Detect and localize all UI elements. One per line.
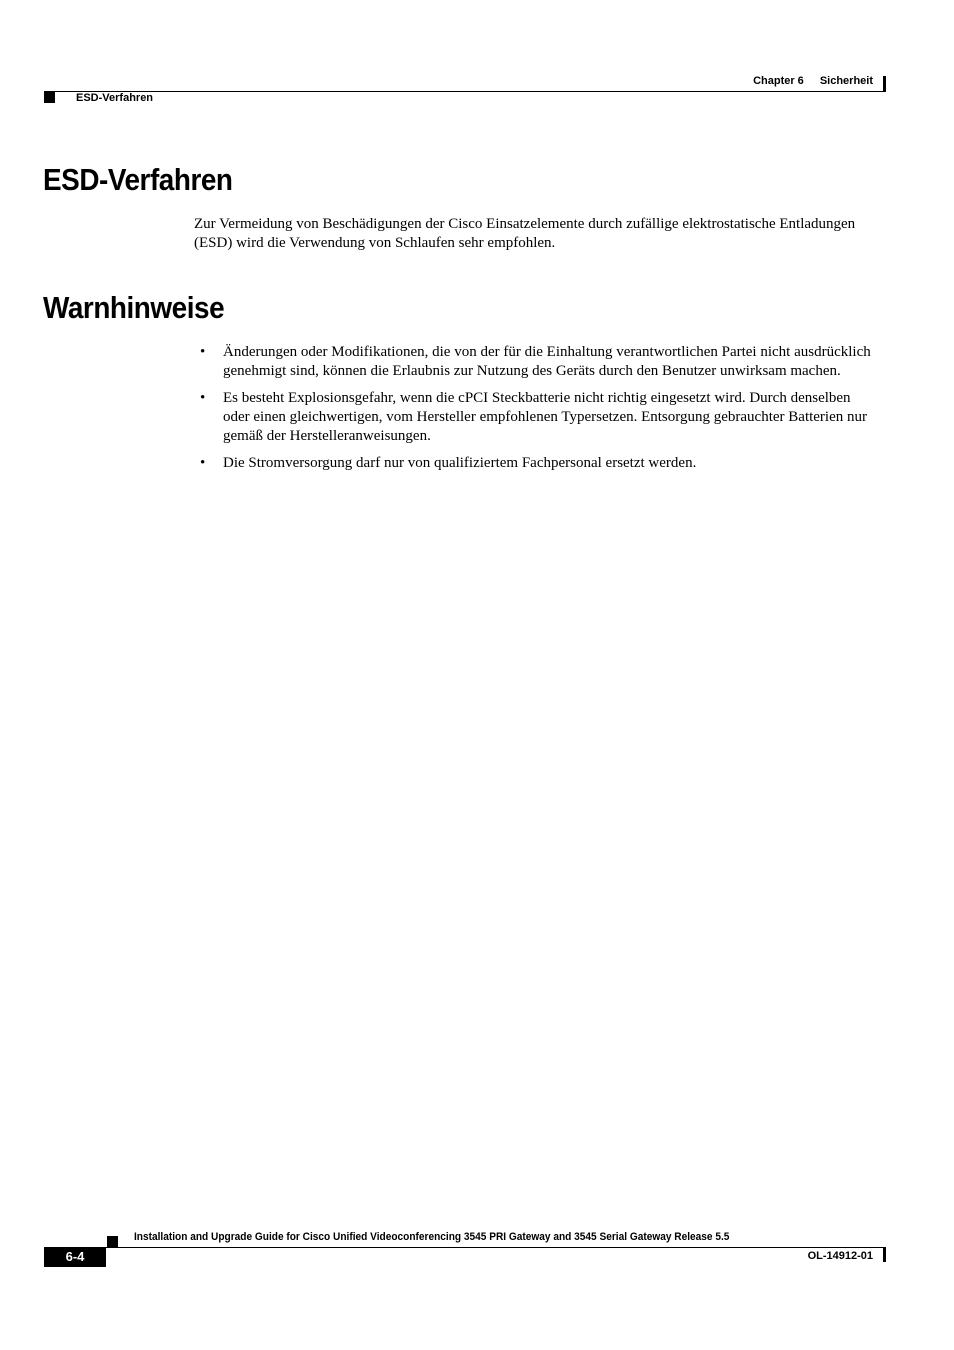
list-item	[200, 343, 880, 381]
bullet-icon: •	[200, 390, 206, 406]
list-item	[200, 454, 880, 473]
section-heading-esd: ESD-Verfahren	[43, 162, 233, 197]
list-item-text: Es besteht Explosionsgefahr, wenn die cPCI Steckbatterie nicht richtig eingesetzt wird. Durch denselben oder einen gleichwertigen, vom Hersteller empfohlenen Typersetzen. Entsorgung gebrauchter Batterien nur gemäß der Herstelleranweisungen.	[223, 390, 867, 444]
section-heading-warnhinweise: Warnhinweise	[43, 290, 225, 325]
document-number: OL-14912-01	[807, 1250, 873, 1262]
running-header-section: ESD-Verfahren	[76, 92, 154, 104]
chapter-title: Sicherheit	[819, 75, 873, 87]
footer-guide-title: Installation and Upgrade Guide for Cisco Unified Videoconferencing 3545 PRI Gateway and 3545 Serial Gateway Release 5.5	[134, 1231, 730, 1243]
page-number: 6-4	[44, 1247, 106, 1267]
list-item-text: Die Stromversorgung darf nur von qualifiziertem Fachpersonal ersetzt werden.	[223, 455, 697, 471]
footer-tick-mark	[883, 1247, 886, 1262]
bullet-icon: •	[200, 344, 206, 360]
header-rule	[44, 91, 886, 92]
header-square-marker	[44, 92, 55, 103]
footer-square-marker	[107, 1236, 118, 1247]
esd-paragraph: Zur Vermeidung von Beschädigungen der Cisco Einsatzelemente durch zufällige elektrostatische Entladungen (ESD) wird die Verwendung von Schlaufen sehr empfohlen.	[194, 216, 856, 251]
footer-rule	[106, 1247, 886, 1248]
warning-list	[200, 343, 880, 481]
chapter-number: Chapter 6	[753, 75, 804, 87]
running-header-chapter	[753, 75, 873, 87]
bullet-icon: •	[200, 455, 206, 471]
list-item	[200, 389, 880, 446]
list-item-text: Änderungen oder Modifikationen, die von der für die Einhaltung verantwortlichen Partei nicht ausdrücklich genehmigt sind, können die Erlaubnis zur Nutzung des Geräts durch den Benutzer unwirksam machen.	[223, 344, 871, 379]
header-tick-mark	[883, 76, 886, 91]
